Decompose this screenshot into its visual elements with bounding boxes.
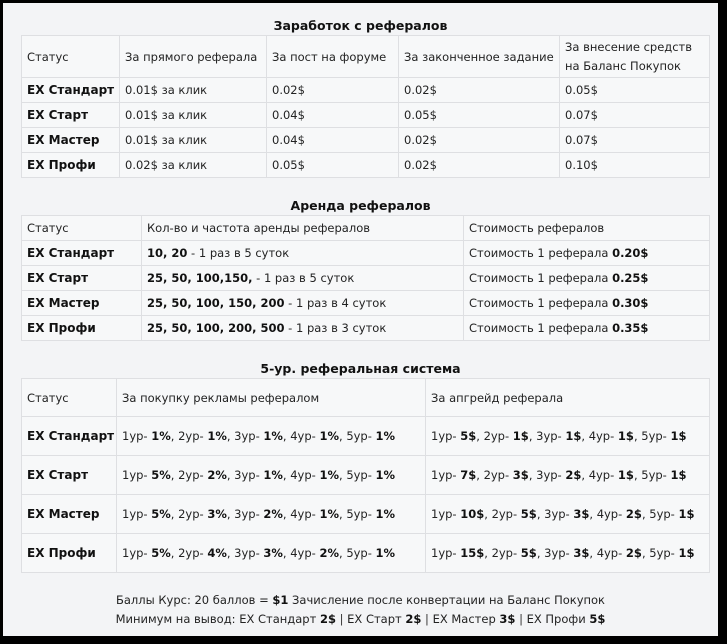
price: 0.35$: [612, 321, 649, 335]
level-value: 1%: [319, 507, 339, 521]
status-cell: EX Мастер: [22, 291, 142, 316]
level-label: 5ур-: [346, 468, 376, 482]
amount-frequency-cell: [142, 291, 464, 316]
header-upgrade: За апгрейд реферала: [426, 379, 710, 417]
points-rate-suffix: Зачисление после конвертации на Баланс Покупок: [288, 593, 605, 607]
header-status: Статус: [22, 36, 120, 78]
task-cell: 0.02$: [399, 153, 560, 178]
level-value: 3%: [207, 507, 227, 521]
minimum-3-value: 5$: [589, 612, 606, 626]
status-cell: EX Профи: [22, 316, 142, 341]
earnings-title: Заработок с рефералов: [273, 18, 448, 33]
level-label: 4ур-: [290, 546, 320, 560]
points-rate-value: $1: [272, 593, 289, 607]
table-row: [22, 456, 710, 495]
level-label: 1ур-: [122, 468, 152, 482]
level-value: 1$: [565, 429, 582, 443]
level-label: 1ур-: [122, 507, 152, 521]
frequency: - 1 раз в 5 суток: [187, 246, 290, 260]
status-cell: EX Мастер: [22, 128, 120, 153]
header-price: Стоимость рефералов: [464, 216, 710, 241]
table-row: [22, 266, 710, 291]
level-value: 5%: [151, 546, 171, 560]
separator: |: [515, 612, 527, 626]
level-label: 3ур-: [234, 429, 264, 443]
level-value: 1$: [678, 546, 695, 560]
level-value: 1%: [319, 468, 339, 482]
level-value: 1$: [670, 468, 687, 482]
table-row: [22, 153, 710, 178]
level-value: 1%: [375, 507, 396, 521]
table-row: [22, 103, 710, 128]
amounts: 10, 20: [147, 246, 188, 260]
level-value: 4%: [207, 546, 227, 560]
level-label: 4ур-: [290, 429, 320, 443]
minimum-0-label: EX Стандарт: [239, 612, 320, 626]
level-value: 1%: [207, 429, 227, 443]
header-ads: За покупку рекламы рефералом: [117, 379, 426, 417]
level-value: 5$: [460, 429, 477, 443]
post-cell: 0.05$: [267, 153, 399, 178]
task-cell: 0.05$: [399, 103, 560, 128]
status-cell: EX Мастер: [22, 495, 117, 534]
header-deposit: За внесение средств на Баланс Покупок: [560, 36, 710, 78]
status-cell: EX Старт: [22, 456, 117, 495]
level-label: 3ур-: [544, 507, 574, 521]
header-status: Статус: [22, 379, 117, 417]
amount-frequency-cell: [142, 241, 464, 266]
level-value: 15$: [460, 546, 485, 560]
level-label: 3ур-: [234, 546, 264, 560]
status-cell: EX Стандарт: [22, 417, 117, 456]
status-cell: EX Старт: [22, 103, 120, 128]
level-value: 1$: [617, 468, 634, 482]
price-cell: [464, 316, 710, 341]
direct-cell: 0.01$ за клик: [120, 78, 267, 103]
level-value: 1$: [512, 429, 529, 443]
level-label: 2ур-: [483, 429, 513, 443]
level-value: 3$: [573, 546, 590, 560]
level-label: 3ур-: [544, 546, 574, 560]
rental-header-row: [22, 216, 710, 241]
level-label: 1ур-: [122, 429, 152, 443]
level-label: 1ур-: [122, 546, 152, 560]
page-content: [3, 3, 718, 636]
status-cell: EX Стандарт: [22, 78, 120, 103]
direct-cell: 0.01$ за клик: [120, 128, 267, 153]
price-label: Стоимость 1 реферала: [469, 271, 613, 285]
price-cell: [464, 241, 710, 266]
amounts: 25, 50, 100, 150, 200: [147, 296, 285, 310]
minimum-3-label: EX Профи: [526, 612, 590, 626]
levels-header-row: [22, 379, 710, 417]
upgrade-cell: 1ур- 10$, 2ур- 5$, 3ур- 3$, 4ур- 2$, 5ур- 1$: [426, 495, 710, 534]
level-label: 5ур-: [346, 429, 376, 443]
task-cell: 0.02$: [399, 128, 560, 153]
level-value: 1$: [617, 429, 634, 443]
table-row: [22, 291, 710, 316]
level-label: 5ур-: [641, 468, 671, 482]
price-cell: [464, 266, 710, 291]
separator: |: [421, 612, 433, 626]
level-label: 2ур-: [178, 546, 208, 560]
level-label: 5ур-: [649, 546, 679, 560]
deposit-cell: 0.05$: [560, 78, 710, 103]
level-label: 2ур-: [491, 546, 521, 560]
level-value: 1$: [678, 507, 695, 521]
upgrade-cell: 1ур- 7$, 2ур- 3$, 3ур- 2$, 4ур- 1$, 5ур- 1$: [426, 456, 710, 495]
earnings-header-row: [22, 36, 710, 78]
amount-frequency-cell: [142, 316, 464, 341]
level-value: 2%: [319, 546, 339, 560]
deposit-cell: 0.10$: [560, 153, 710, 178]
minimum-2-label: EX Мастер: [432, 612, 500, 626]
level-value: 1%: [375, 546, 396, 560]
table-row: [22, 78, 710, 103]
direct-cell: 0.01$ за клик: [120, 103, 267, 128]
level-label: 2ур-: [491, 507, 521, 521]
price-label: Стоимость 1 реферала: [469, 296, 613, 310]
level-value: 2$: [565, 468, 582, 482]
level-label: 5ур-: [346, 546, 376, 560]
level-value: 2%: [207, 468, 227, 482]
level-label: 1ур-: [431, 468, 461, 482]
amounts: 25, 50, 100,150,: [147, 271, 253, 285]
level-value: 5$: [520, 507, 537, 521]
level-value: 1%: [151, 429, 171, 443]
header-amount-frequency: Кол-во и частота аренды рефералов: [142, 216, 464, 241]
table-row: [22, 495, 710, 534]
points-rate-line: [3, 593, 718, 607]
earnings-table: [21, 35, 710, 178]
level-label: 3ур-: [536, 468, 566, 482]
header-task: За законченное задание: [399, 36, 560, 78]
level-label: 2ур-: [178, 507, 208, 521]
rental-table: [21, 215, 710, 341]
amounts: 25, 50, 100, 200, 500: [147, 321, 285, 335]
level-value: 5$: [520, 546, 537, 560]
level-label: 1ур-: [431, 507, 461, 521]
minimum-prefix: Минимум на вывод:: [115, 612, 240, 626]
minimum-2-value: 3$: [499, 612, 516, 626]
level-value: 2%: [263, 507, 283, 521]
levels-title: 5-ур. реферальная система: [260, 361, 461, 376]
rental-title: Аренда рефералов: [290, 198, 431, 213]
deposit-cell: 0.07$: [560, 103, 710, 128]
header-post: За пост на форуме: [267, 36, 399, 78]
level-value: 2$: [625, 546, 642, 560]
level-value: 3%: [263, 546, 283, 560]
price-label: Стоимость 1 реферала: [469, 321, 613, 335]
separator: |: [335, 612, 348, 626]
table-row: [22, 534, 710, 573]
level-value: 1$: [670, 429, 687, 443]
level-value: 3$: [573, 507, 590, 521]
post-cell: 0.04$: [267, 128, 399, 153]
points-rate-prefix: Баллы Курс: 20 баллов =: [116, 593, 273, 607]
status-cell: EX Старт: [22, 266, 142, 291]
levels-table: [21, 378, 710, 573]
level-value: 1%: [263, 429, 283, 443]
level-value: 1%: [319, 429, 339, 443]
ads-cell: 1ур- 5%, 2ур- 2%, 3ур- 1%, 4ур- 1%, 5ур- 1%: [117, 456, 426, 495]
ads-cell: 1ур- 5%, 2ур- 3%, 3ур- 2%, 4ур- 1%, 5ур- 1%: [117, 495, 426, 534]
level-label: 4ур-: [588, 429, 618, 443]
table-row: [22, 417, 710, 456]
level-label: 1ур-: [431, 546, 461, 560]
level-label: 5ур-: [641, 429, 671, 443]
level-value: 1%: [375, 429, 396, 443]
frequency: - 1 раз в 4 суток: [284, 296, 387, 310]
level-value: 5%: [151, 507, 171, 521]
level-label: 5ур-: [649, 507, 679, 521]
level-label: 4ур-: [290, 507, 320, 521]
ads-cell: 1ур- 5%, 2ур- 4%, 3ур- 3%, 4ур- 2%, 5ур- 1%: [117, 534, 426, 573]
status-cell: EX Профи: [22, 153, 120, 178]
price: 0.25$: [612, 271, 649, 285]
status-cell: EX Стандарт: [22, 241, 142, 266]
upgrade-cell: 1ур- 5$, 2ур- 1$, 3ур- 1$, 4ур- 1$, 5ур- 1$: [426, 417, 710, 456]
price: 0.30$: [612, 296, 649, 310]
amount-frequency-cell: [142, 266, 464, 291]
level-label: 3ур-: [536, 429, 566, 443]
table-row: [22, 316, 710, 341]
header-direct: За прямого реферала: [120, 36, 267, 78]
level-label: 2ур-: [178, 429, 208, 443]
minimum-1-value: 2$: [405, 612, 422, 626]
level-label: 4ур-: [596, 546, 626, 560]
upgrade-cell: 1ур- 15$, 2ур- 5$, 3ур- 3$, 4ур- 2$, 5ур- 1$: [426, 534, 710, 573]
level-label: 3ур-: [234, 468, 264, 482]
direct-cell: 0.02$ за клик: [120, 153, 267, 178]
level-label: 4ур-: [290, 468, 320, 482]
header-status: Статус: [22, 216, 142, 241]
level-label: 4ур-: [596, 507, 626, 521]
level-value: 10$: [460, 507, 485, 521]
task-cell: 0.02$: [399, 78, 560, 103]
level-value: 3$: [512, 468, 529, 482]
level-label: 1ур-: [431, 429, 461, 443]
level-value: 5%: [151, 468, 171, 482]
level-label: 3ур-: [234, 507, 264, 521]
frequency: - 1 раз в 3 суток: [284, 321, 387, 335]
level-value: 1%: [375, 468, 396, 482]
frequency: - 1 раз в 5 суток: [252, 271, 355, 285]
ads-cell: 1ур- 1%, 2ур- 1%, 3ур- 1%, 4ур- 1%, 5ур- 1%: [117, 417, 426, 456]
post-cell: 0.04$: [267, 103, 399, 128]
post-cell: 0.02$: [267, 78, 399, 103]
deposit-cell: 0.07$: [560, 128, 710, 153]
table-row: [22, 241, 710, 266]
level-value: 2$: [625, 507, 642, 521]
level-label: 2ур-: [178, 468, 208, 482]
price: 0.20$: [612, 246, 649, 260]
table-row: [22, 128, 710, 153]
level-value: 7$: [460, 468, 477, 482]
price-label: Стоимость 1 реферала: [469, 246, 613, 260]
price-cell: [464, 291, 710, 316]
minimum-0-value: 2$: [319, 612, 336, 626]
level-value: 1%: [263, 468, 283, 482]
level-label: 4ур-: [588, 468, 618, 482]
status-cell: EX Профи: [22, 534, 117, 573]
level-label: 2ур-: [483, 468, 513, 482]
minimum-withdrawal-line: [3, 612, 718, 626]
level-label: 5ур-: [346, 507, 376, 521]
minimum-1-label: EX Старт: [347, 612, 406, 626]
